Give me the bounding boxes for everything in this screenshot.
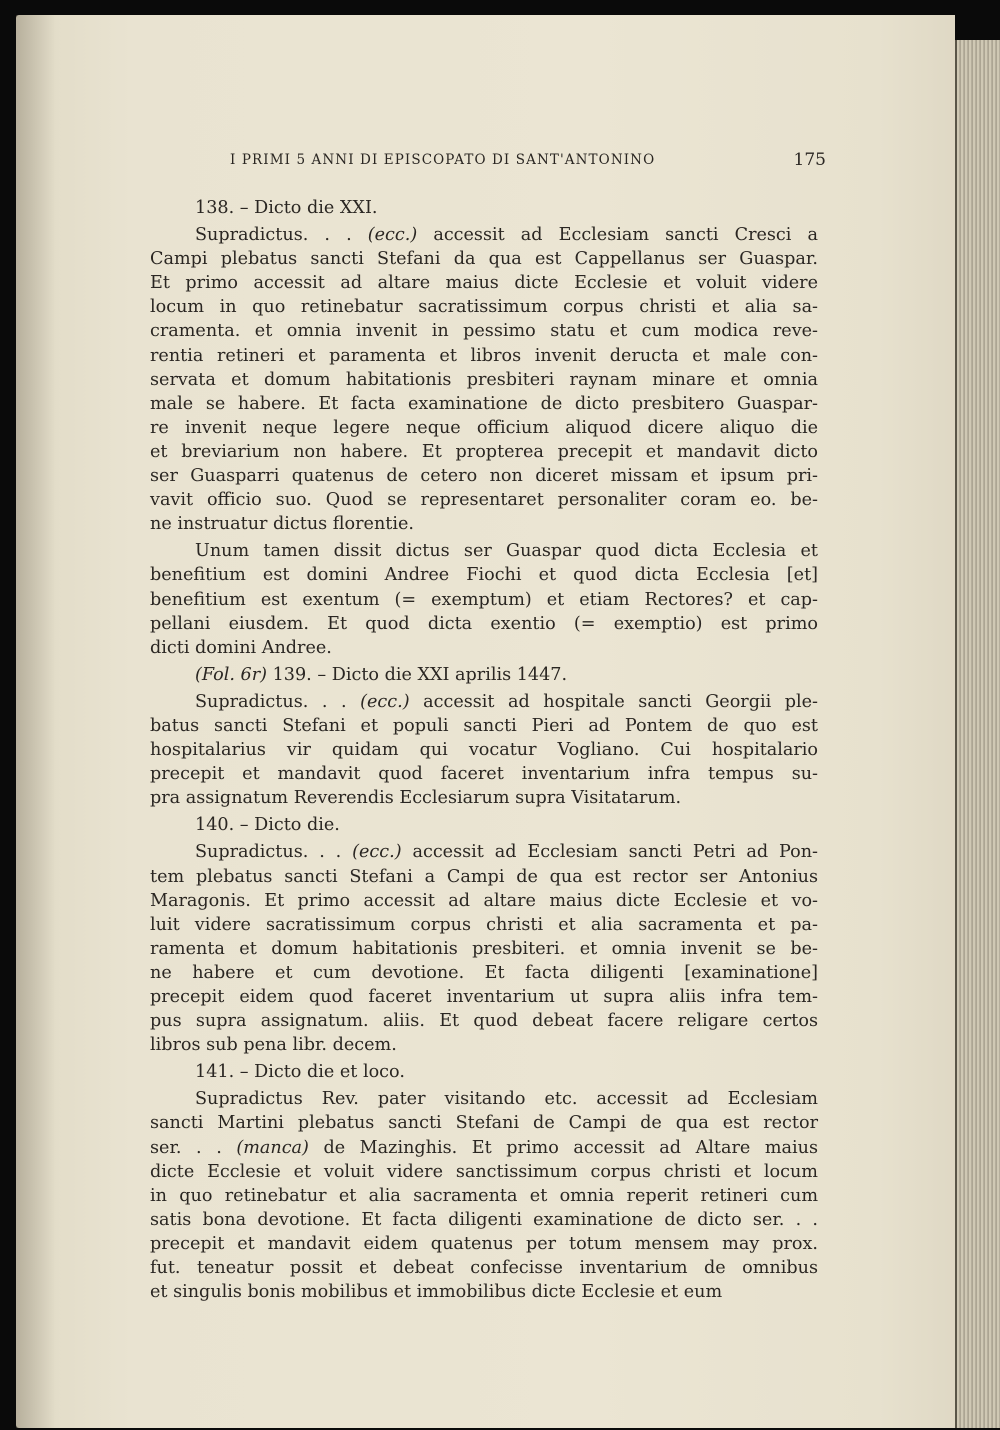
- paragraph: [150, 539, 818, 659]
- text-line: benefitium est domini Andree Fiochi et quod dicta Ecclesia [et]: [150, 565, 818, 586]
- page-number: 175: [793, 150, 826, 170]
- text-line: et breviarium non habere. Et propterea precepit et mandavit dicto: [150, 441, 818, 462]
- text-line: 138. – Dicto die XXI.: [195, 198, 378, 218]
- paragraph: [150, 196, 818, 220]
- text-line: benefitium est exentum (= exemptum) et etiam Rectores? et cap-: [150, 589, 818, 610]
- paragraph: [150, 1060, 818, 1084]
- text-line: Campi plebatus sancti Stefani da qua est Cappellanus ser Guaspar.: [150, 249, 818, 270]
- text-line: servata et domum habitationis presbiteri raynam minare et omnia: [150, 369, 818, 390]
- text-line: ramenta et domum habitationis presbiteri. et omnia invenit se be-: [150, 938, 818, 959]
- text-line: rentia retineri et paramenta et libros invenit deructa et male con-: [150, 345, 818, 366]
- body-text: [150, 196, 818, 1307]
- text-line: 140. – Dicto die.: [195, 815, 340, 836]
- text-line: male se habere. Et facta examinatione de dicto presbitero Guaspar-: [150, 393, 818, 414]
- text-line: batus sancti Stefani et populi sancti Pieri ad Pontem de quo est: [150, 715, 818, 736]
- text-line: locum in quo retinebatur sacratissimum corpus christi et alia sa-: [150, 297, 818, 318]
- text-line: sancti Martini plebatus sancti Stefani de Campi de qua est rector: [150, 1113, 818, 1134]
- book-page-edges: [955, 12, 1000, 1428]
- paragraph: [150, 690, 818, 810]
- text-line: Unum tamen dissit dictus ser Guaspar quod dicta Ecclesia et: [195, 541, 818, 562]
- background-corner: [955, 0, 1000, 40]
- paragraph: [150, 223, 818, 536]
- text-line: Et primo accessit ad altare maius dicte Ecclesie et voluit videre: [150, 273, 818, 294]
- paragraph: [150, 813, 818, 837]
- text-line: dicti domini Andree.: [150, 637, 332, 658]
- text-line: ne habere et cum devotione. Et facta diligenti [examinatione]: [150, 962, 818, 983]
- paragraph: [150, 1087, 818, 1304]
- running-title: I PRIMI 5 ANNI DI EPISCOPATO DI SANT'ANTONINO: [230, 152, 656, 168]
- text-line: ser. . . (manca) de Mazinghis. Et primo accessit ad Altare maius: [150, 1137, 818, 1158]
- text-line: luit videre sacratissimum corpus christi et alia sacramenta et pa-: [150, 914, 818, 935]
- text-line: Maragonis. Et primo accessit ad altare maius dicte Ecclesie et vo-: [150, 890, 818, 911]
- text-line: re invenit neque legere neque officium aliquod dicere aliquo die: [150, 417, 818, 438]
- text-line: pra assignatum Reverendis Ecclesiarum supra Visitatarum.: [150, 788, 682, 809]
- text-line: (Fol. 6r) 139. – Dicto die XXI aprilis 1447.: [195, 664, 568, 685]
- text-line: pellani eiusdem. Et quod dicta exentio (= exemptio) est primo: [150, 613, 818, 634]
- text-line: pus supra assignatum. aliis. Et quod debeat facere religare certos: [150, 1011, 818, 1032]
- text-line: libros sub pena libr. decem.: [150, 1035, 397, 1056]
- text-line: ser Guasparri quatenus de cetero non diceret missam et ipsum pri-: [150, 466, 818, 487]
- paragraph: [150, 663, 818, 687]
- text-line: dicte Ecclesie et voluit videre sanctissimum corpus christi et locum: [150, 1161, 818, 1182]
- text-line: in quo retinebatur et alia sacramenta et omnia reperit retineri cum: [150, 1185, 818, 1206]
- text-line: precepit eidem quod faceret inventarium ut supra aliis infra tem-: [150, 987, 818, 1007]
- binding-gutter: [16, 15, 56, 1428]
- text-line: ne instruatur dictus florentie.: [150, 514, 414, 535]
- text-line: cramenta. et omnia invenit in pessimo statu et cum modica reve-: [150, 321, 818, 342]
- text-line: 141. – Dicto die et loco.: [195, 1062, 405, 1083]
- text-line: satis bona devotione. Et facta diligenti examinatione de dicto ser. . .: [150, 1209, 818, 1230]
- text-line: hospitalarius vir quidam qui vocatur Vogliano. Cui hospitalario: [150, 740, 818, 761]
- text-line: Supradictus Rev. pater visitando etc. accessit ad Ecclesiam: [195, 1089, 818, 1110]
- text-line: fut. teneatur possit et debeat confecisse inventarium de omnibus: [150, 1258, 818, 1279]
- paragraph: [150, 840, 818, 1057]
- text-line: vavit officio suo. Quod se representaret personaliter coram eo. be-: [150, 490, 818, 511]
- text-line: et singulis bonis mobilibus et immobilibus dicte Ecclesie et eum: [150, 1282, 723, 1303]
- text-line: precepit et mandavit quod faceret inventarium infra tempus su-: [150, 764, 818, 785]
- text-line: Supradictus. . . (ecc.) accessit ad hospitale sancti Georgii ple-: [195, 691, 818, 712]
- text-line: Supradictus. . . (ecc.) accessit ad Ecclesiam sancti Cresci a: [195, 225, 818, 246]
- text-line: tem plebatus sancti Stefani a Campi de qua est rector ser Antonius: [150, 866, 818, 887]
- text-line: precepit et mandavit eidem quatenus per totum mensem may prox.: [150, 1233, 818, 1254]
- text-line: Supradictus. . . (ecc.) accessit ad Ecclesiam sancti Petri ad Pon-: [195, 842, 818, 863]
